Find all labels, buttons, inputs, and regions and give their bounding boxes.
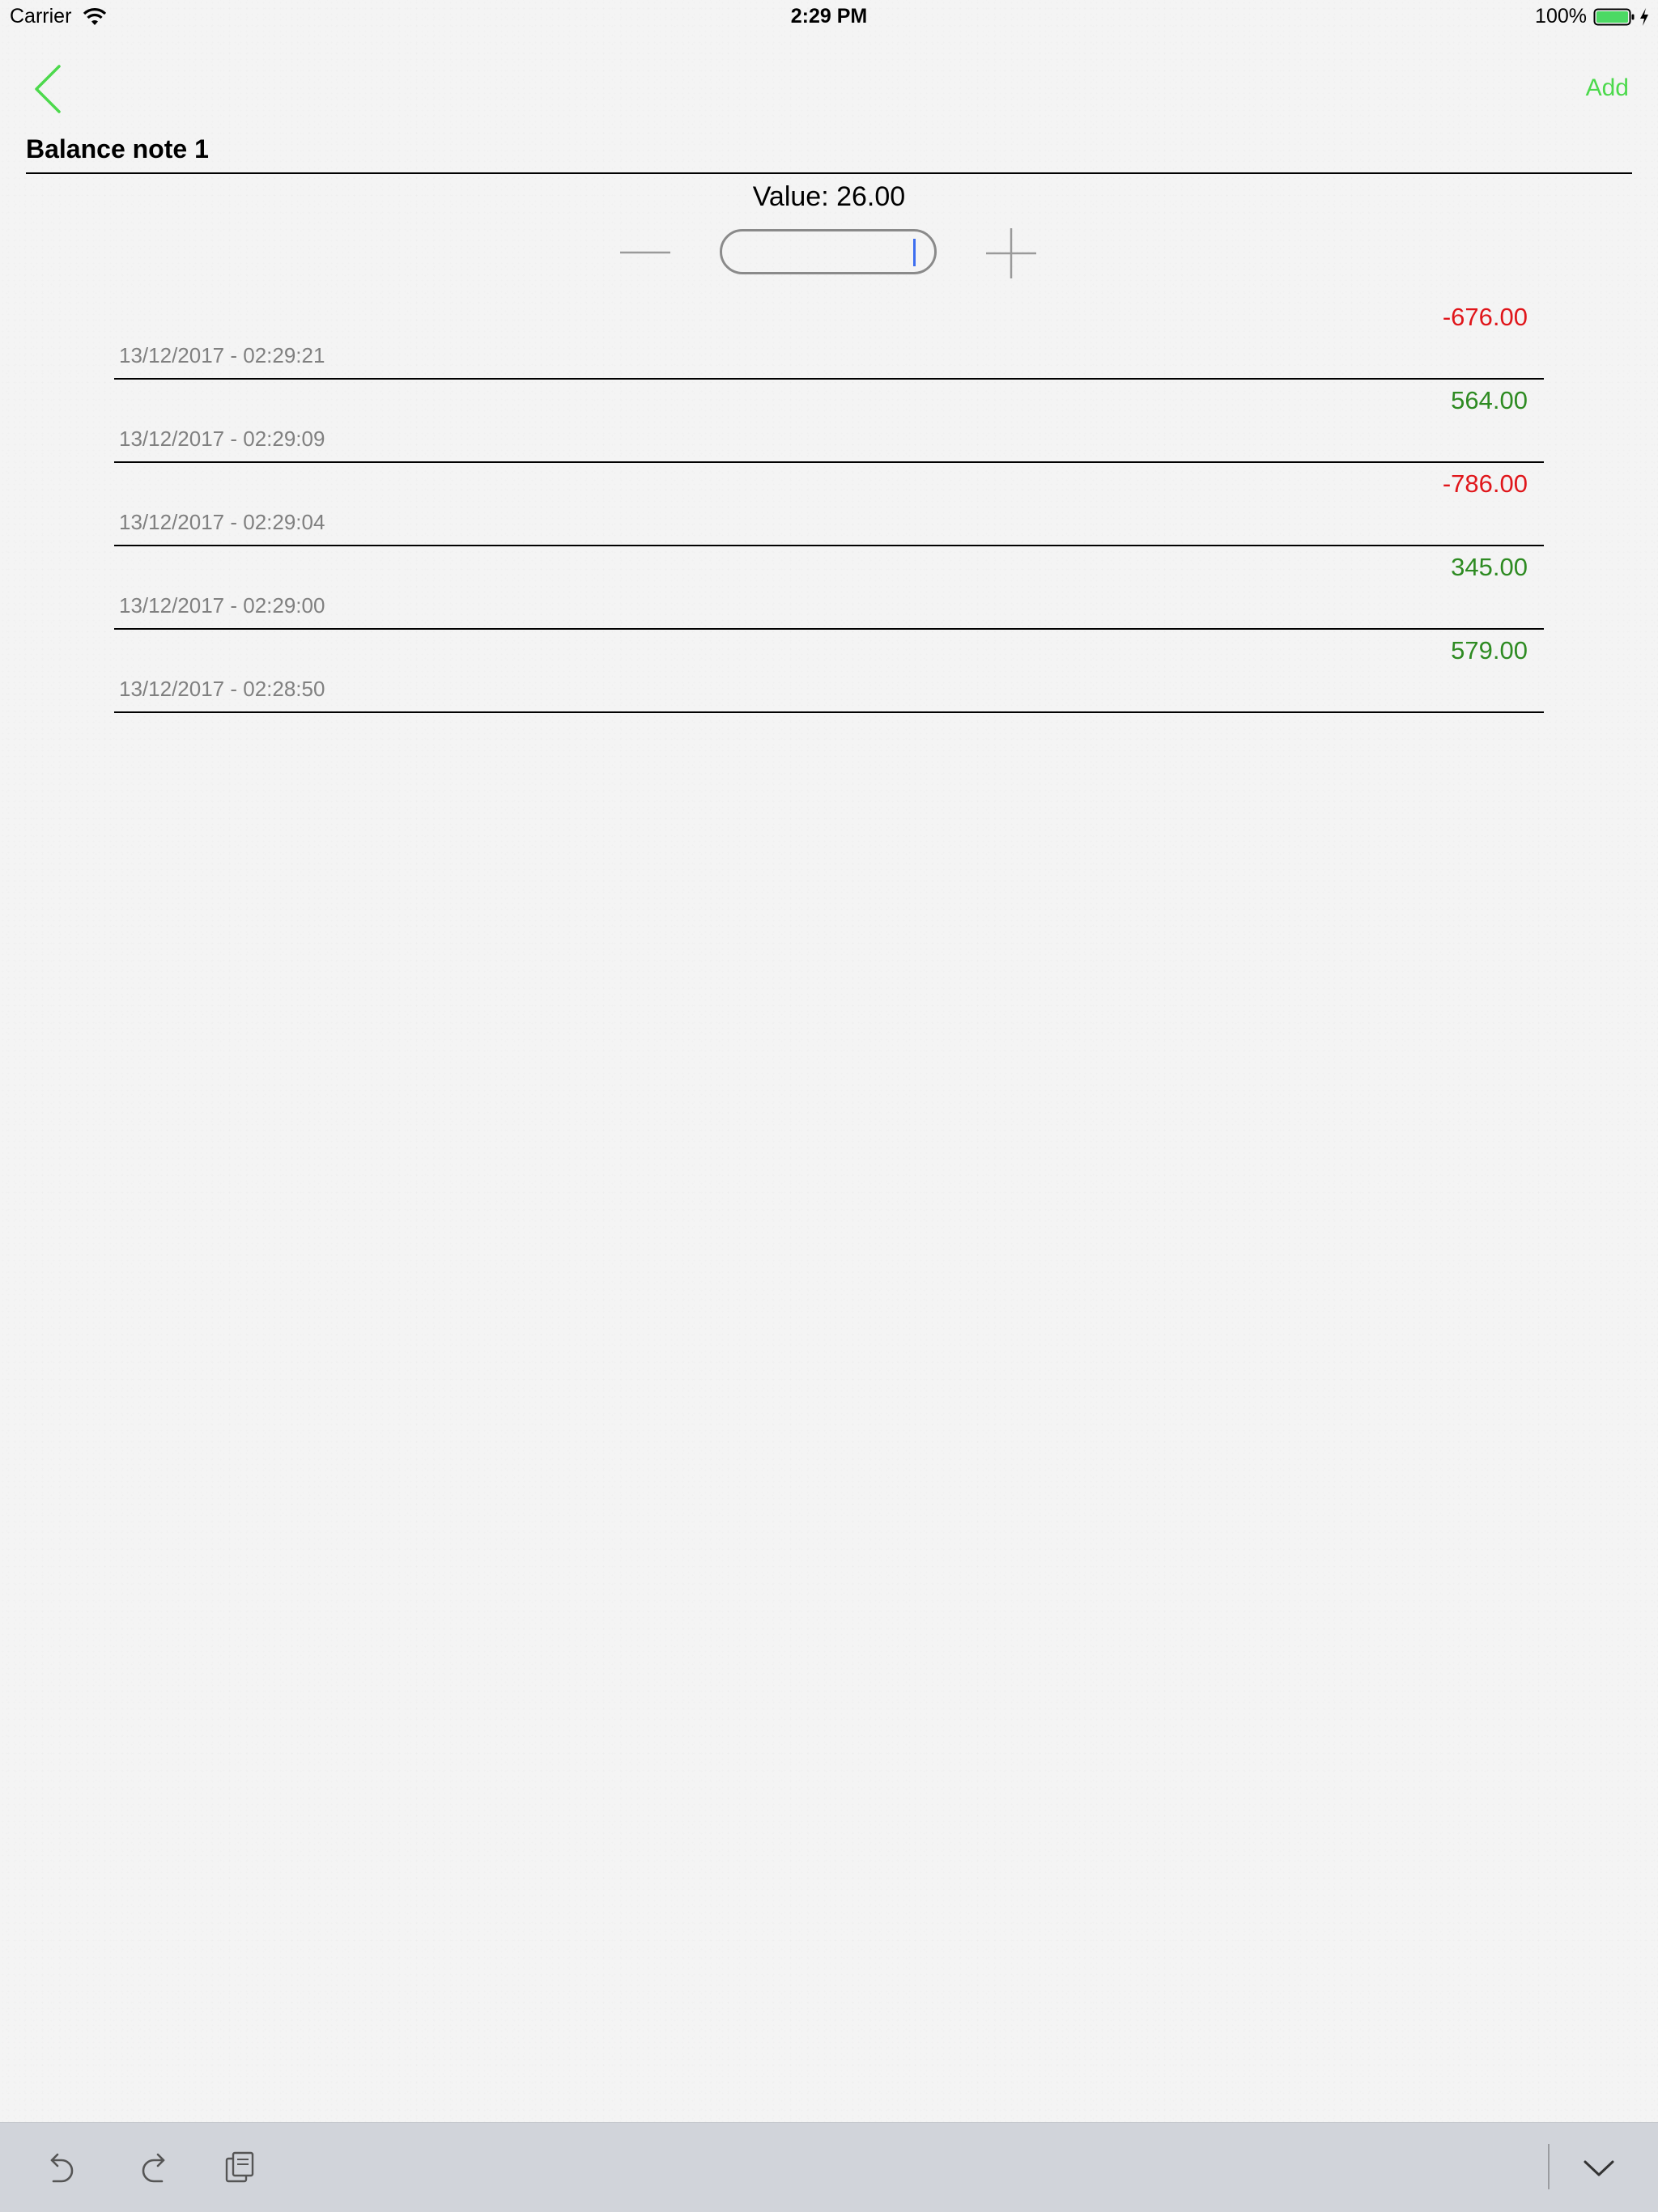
title-divider	[26, 172, 1632, 174]
undo-icon[interactable]	[45, 2149, 83, 2186]
add-button[interactable]: Add	[1585, 74, 1629, 101]
entry-amount: -786.00	[1442, 469, 1528, 498]
back-chevron-icon[interactable]	[32, 63, 65, 115]
status-time: 2:29 PM	[790, 5, 868, 28]
value-label: Value: 26.00	[752, 181, 906, 212]
list-item[interactable]	[114, 380, 1544, 463]
battery-info	[1535, 5, 1650, 28]
toolbar-divider	[1548, 2144, 1550, 2189]
entry-date: 13/12/2017 - 02:29:00	[119, 593, 325, 618]
list-item[interactable]	[114, 296, 1544, 380]
entry-date: 13/12/2017 - 02:28:50	[119, 677, 325, 701]
entry-amount: 579.00	[1451, 636, 1528, 664]
value-input[interactable]	[720, 229, 937, 274]
status-bar	[0, 0, 1658, 32]
carrier-label: Carrier	[10, 5, 72, 28]
page-title: Balance note 1	[26, 134, 209, 163]
chevron-down-icon[interactable]	[1580, 2149, 1618, 2186]
paste-icon[interactable]	[222, 2149, 259, 2186]
entries-list	[114, 296, 1544, 713]
redo-icon[interactable]	[133, 2149, 170, 2186]
entry-date: 13/12/2017 - 02:29:21	[119, 343, 325, 367]
entry-amount: 345.00	[1451, 553, 1528, 581]
keyboard-shortcut-bar	[0, 2122, 1658, 2212]
entry-amount: 564.00	[1451, 386, 1528, 414]
minus-icon[interactable]	[620, 235, 670, 270]
charging-icon	[1639, 7, 1650, 27]
entry-amount: -676.00	[1442, 303, 1528, 331]
text-caret	[913, 239, 916, 266]
plus-icon[interactable]	[986, 228, 1036, 278]
list-item[interactable]	[114, 630, 1544, 713]
battery-percent: 100%	[1535, 5, 1587, 28]
list-item[interactable]	[114, 546, 1544, 630]
entry-date: 13/12/2017 - 02:29:09	[119, 427, 325, 451]
list-item[interactable]	[114, 463, 1544, 546]
entry-date: 13/12/2017 - 02:29:04	[119, 510, 325, 534]
battery-icon	[1593, 7, 1635, 27]
